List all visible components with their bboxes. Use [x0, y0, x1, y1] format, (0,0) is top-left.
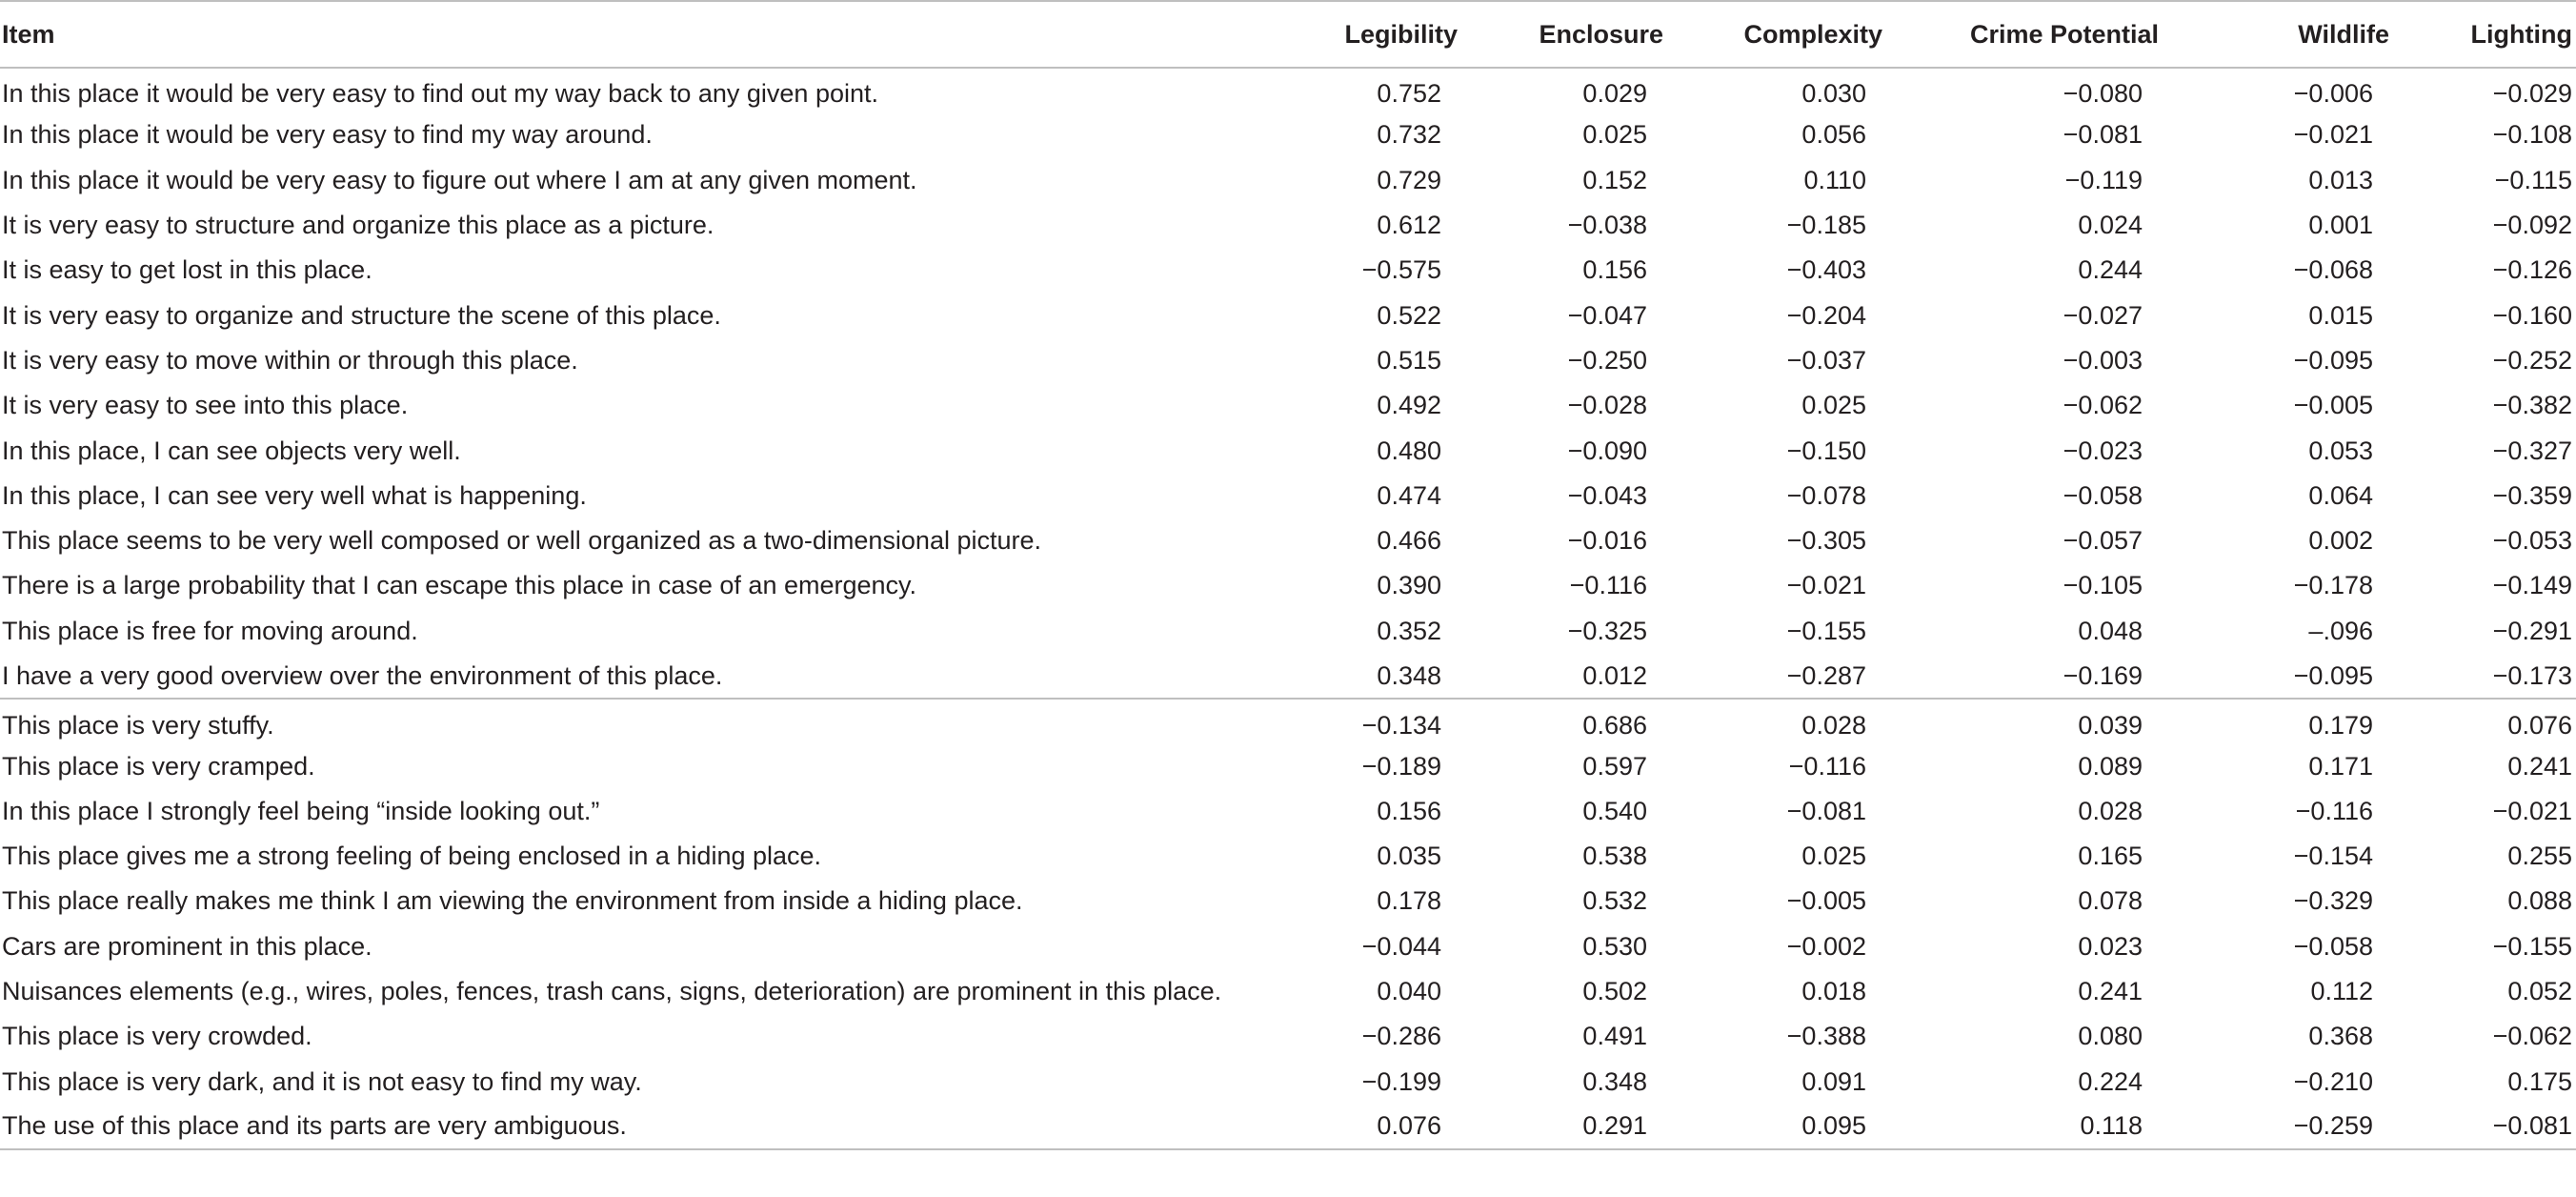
- loading-lighting: 0.088: [2507, 886, 2572, 916]
- loading-crime-potential: 0.023: [2078, 931, 2143, 961]
- loading-crime-potential: 0.048: [2078, 616, 2143, 645]
- loading-legibility: 0.732: [1377, 120, 1441, 150]
- loading-enclosure: 0.291: [1473, 1105, 1679, 1149]
- loading-enclosure: 0.540: [1582, 796, 1647, 825]
- loading-lighting: −0.173: [2405, 654, 2576, 699]
- header-item: Item: [0, 1, 1267, 68]
- loading-legibility: −0.286: [1361, 1022, 1441, 1051]
- table-row: [0, 924, 2576, 969]
- loading-complexity: −0.287: [1679, 654, 1898, 699]
- loading-complexity: −0.185: [1786, 211, 1866, 240]
- header-crime-potential: Crime Potential: [1898, 1, 2174, 68]
- loading-legibility: 0.515: [1377, 345, 1441, 375]
- table-row: [0, 789, 2576, 834]
- item-text: This place is very dark, and it is not easy to find my way.: [2, 1066, 642, 1096]
- loading-wildlife: 0.053: [2308, 436, 2373, 465]
- table-row: [0, 1014, 2576, 1059]
- table-row: [0, 112, 2576, 157]
- loading-crime-potential: 0.080: [2078, 1022, 2143, 1051]
- loading-wildlife: −0.210: [2293, 1066, 2373, 1096]
- loading-enclosure: −0.047: [1567, 300, 1647, 330]
- loading-complexity: 0.091: [1801, 1066, 1866, 1096]
- loading-lighting: −0.108: [2492, 120, 2572, 150]
- loading-wildlife: −0.058: [2293, 931, 2373, 961]
- table-row: [0, 563, 2576, 608]
- loading-legibility: 0.156: [1377, 796, 1441, 825]
- header-enclosure: Enclosure: [1473, 1, 1679, 68]
- item-text: This place is very cramped.: [2, 751, 315, 781]
- loading-lighting: 0.241: [2507, 751, 2572, 781]
- loading-lighting: −0.327: [2492, 436, 2572, 465]
- loading-complexity: −0.005: [1786, 886, 1866, 916]
- loading-legibility: 0.492: [1377, 391, 1441, 420]
- loading-legibility: −0.189: [1361, 751, 1441, 781]
- loading-enclosure: −0.043: [1567, 480, 1647, 510]
- loading-complexity: −0.021: [1786, 571, 1866, 600]
- loading-enclosure: 0.025: [1582, 120, 1647, 150]
- item-text: There is a large probability that I can escape this place in case of an emergency.: [2, 571, 917, 600]
- loading-wildlife: 0.015: [2308, 300, 2373, 330]
- item-text: In this place, I can see very well what is happening.: [2, 480, 587, 510]
- table-row: [0, 699, 2576, 743]
- item-text: In this place it would be very easy to figure out where I am at any given moment.: [2, 165, 917, 194]
- loading-crime-potential: 0.244: [2078, 255, 2143, 285]
- loading-wildlife: 0.171: [2308, 751, 2373, 781]
- header-row: [0, 1, 2576, 68]
- header-legibility: Legibility: [1267, 1, 1473, 68]
- loading-crime-potential: 0.039: [2078, 710, 2143, 740]
- loading-crime-potential: −0.062: [2063, 391, 2143, 420]
- loading-complexity: −0.388: [1786, 1022, 1866, 1051]
- loading-wildlife: −0.329: [2293, 886, 2373, 916]
- loading-legibility: 0.612: [1377, 211, 1441, 240]
- loading-lighting: −0.160: [2492, 300, 2572, 330]
- loading-crime-potential: 0.024: [2078, 211, 2143, 240]
- loading-enclosure: −0.016: [1567, 526, 1647, 556]
- header-complexity: Complexity: [1679, 1, 1898, 68]
- loading-wildlife: 0.001: [2308, 211, 2373, 240]
- item-text: This place is free for moving around.: [2, 616, 418, 645]
- table-header: [0, 1, 2576, 68]
- item-text: In this place, I can see objects very well.: [2, 436, 461, 465]
- loading-crime-potential: −0.057: [2063, 526, 2143, 556]
- loading-enclosure: −0.325: [1567, 616, 1647, 645]
- loading-lighting: 0.052: [2507, 977, 2572, 1006]
- item-text: It is very easy to see into this place.: [2, 391, 409, 420]
- item-text: Cars are prominent in this place.: [2, 931, 372, 961]
- loading-enclosure: 0.597: [1582, 751, 1647, 781]
- item-text: This place is very crowded.: [2, 1022, 312, 1051]
- loading-enclosure: 0.491: [1582, 1022, 1647, 1051]
- loading-lighting: −0.092: [2492, 211, 2572, 240]
- loading-enclosure: 0.156: [1582, 255, 1647, 285]
- loading-complexity: −0.116: [1788, 751, 1866, 781]
- loading-lighting: 0.255: [2507, 842, 2572, 871]
- loading-wildlife: −0.095: [2174, 654, 2405, 699]
- loading-complexity: −0.081: [1786, 796, 1866, 825]
- item-text: This place is very stuffy.: [2, 710, 274, 740]
- loading-crime-potential: 0.089: [2078, 751, 2143, 781]
- loading-wildlife: −0.259: [2174, 1105, 2405, 1149]
- loading-lighting: −0.149: [2492, 571, 2572, 600]
- loading-lighting: −0.021: [2492, 796, 2572, 825]
- loading-enclosure: 0.502: [1582, 977, 1647, 1006]
- loading-complexity: −0.155: [1786, 616, 1866, 645]
- table-row: [0, 338, 2576, 383]
- loading-crime-potential: 0.028: [2078, 796, 2143, 825]
- loading-lighting: −0.126: [2492, 255, 2572, 285]
- item-text: I have a very good overview over the environment of this place.: [0, 654, 1267, 699]
- loading-legibility: 0.076: [1267, 1105, 1473, 1149]
- item-text: This place gives me a strong feeling of being enclosed in a hiding place.: [2, 842, 822, 871]
- table-row: [0, 1105, 2576, 1149]
- loading-wildlife: −0.116: [2295, 796, 2373, 825]
- loading-complexity: −0.150: [1786, 436, 1866, 465]
- item-text: In this place it would be very easy to find my way around.: [2, 120, 653, 150]
- loading-crime-potential: 0.224: [2078, 1066, 2143, 1096]
- loading-complexity: 0.018: [1801, 977, 1866, 1006]
- loading-legibility: 0.466: [1377, 526, 1441, 556]
- loading-legibility: 0.480: [1377, 436, 1441, 465]
- loading-wildlife: 0.179: [2308, 710, 2373, 740]
- loading-crime-potential: 0.241: [2078, 977, 2143, 1006]
- table-row: [0, 609, 2576, 654]
- loading-legibility: 0.178: [1377, 886, 1441, 916]
- loading-legibility: −0.044: [1361, 931, 1441, 961]
- loading-complexity: −0.037: [1786, 345, 1866, 375]
- loading-wildlife: –.096: [2308, 616, 2373, 645]
- table-row: [0, 293, 2576, 337]
- loading-legibility: 0.348: [1267, 654, 1473, 699]
- item-text: The use of this place and its parts are very ambiguous.: [0, 1105, 1267, 1149]
- loading-legibility: 0.040: [1377, 977, 1441, 1006]
- loading-enclosure: 0.152: [1582, 165, 1647, 194]
- loading-wildlife: −0.178: [2293, 571, 2373, 600]
- loading-complexity: 0.025: [1801, 842, 1866, 871]
- table-row: [0, 969, 2576, 1014]
- loading-lighting: −0.252: [2492, 345, 2572, 375]
- header-wildlife: Wildlife: [2174, 1, 2405, 68]
- loading-lighting: −0.062: [2492, 1022, 2572, 1051]
- table-row: [0, 1060, 2576, 1105]
- loading-crime-potential: −0.058: [2063, 480, 2143, 510]
- loading-enclosure: −0.028: [1567, 391, 1647, 420]
- loading-legibility: 0.352: [1377, 616, 1441, 645]
- loading-legibility: 0.035: [1377, 842, 1441, 871]
- loading-enclosure: 0.029: [1582, 78, 1647, 108]
- loading-enclosure: −0.038: [1567, 211, 1647, 240]
- table-row: [0, 518, 2576, 563]
- loading-wildlife: −0.068: [2293, 255, 2373, 285]
- loading-lighting: −0.382: [2492, 391, 2572, 420]
- loading-complexity: −0.403: [1786, 255, 1866, 285]
- loading-complexity: −0.305: [1786, 526, 1866, 556]
- item-text: It is very easy to move within or through this place.: [2, 345, 578, 375]
- loading-lighting: −0.115: [2494, 165, 2572, 194]
- loading-wildlife: 0.002: [2308, 526, 2373, 556]
- loading-lighting: −0.155: [2492, 931, 2572, 961]
- loading-enclosure: 0.532: [1582, 886, 1647, 916]
- loading-legibility: −0.575: [1361, 255, 1441, 285]
- loading-complexity: 0.056: [1801, 120, 1866, 150]
- loading-crime-potential: −0.023: [2063, 436, 2143, 465]
- item-text: It is very easy to organize and structure the scene of this place.: [2, 300, 721, 330]
- loading-complexity: 0.095: [1679, 1105, 1898, 1149]
- loading-crime-potential: 0.078: [2078, 886, 2143, 916]
- loading-legibility: 0.390: [1377, 571, 1441, 600]
- loading-legibility: −0.134: [1361, 710, 1441, 740]
- loading-legibility: 0.752: [1377, 78, 1441, 108]
- loading-wildlife: −0.154: [2293, 842, 2373, 871]
- loading-enclosure: −0.250: [1567, 345, 1647, 375]
- table-row: [0, 474, 2576, 518]
- table-row: [0, 68, 2576, 112]
- loading-wildlife: −0.005: [2293, 391, 2373, 420]
- loading-lighting: 0.076: [2507, 710, 2572, 740]
- loading-crime-potential: −0.169: [1898, 654, 2174, 699]
- table-row: [0, 158, 2576, 203]
- loading-legibility: 0.522: [1377, 300, 1441, 330]
- loading-complexity: 0.028: [1801, 710, 1866, 740]
- loading-wildlife: 0.368: [2308, 1022, 2373, 1051]
- loading-complexity: 0.110: [1803, 165, 1866, 194]
- item-text: It is easy to get lost in this place.: [2, 255, 372, 285]
- table-row: [0, 248, 2576, 293]
- table-row: [0, 203, 2576, 248]
- loading-crime-potential: −0.119: [2064, 165, 2143, 194]
- item-text: It is very easy to structure and organize this place as a picture.: [2, 211, 714, 240]
- loading-enclosure: 0.686: [1582, 710, 1647, 740]
- table-row: [0, 654, 2576, 699]
- loading-crime-potential: −0.027: [2063, 300, 2143, 330]
- loading-enclosure: 0.348: [1582, 1066, 1647, 1096]
- loading-enclosure: −0.090: [1567, 436, 1647, 465]
- loading-enclosure: 0.012: [1473, 654, 1679, 699]
- loading-enclosure: 0.530: [1582, 931, 1647, 961]
- item-text: This place really makes me think I am viewing the environment from inside a hiding place.: [2, 886, 1023, 916]
- loading-wildlife: −0.006: [2293, 78, 2373, 108]
- loading-crime-potential: −0.003: [2063, 345, 2143, 375]
- item-text: In this place I strongly feel being “inside looking out.”: [2, 796, 600, 825]
- loading-complexity: 0.025: [1801, 391, 1866, 420]
- loading-wildlife: 0.112: [2310, 977, 2373, 1006]
- loading-enclosure: −0.116: [1569, 571, 1647, 600]
- loading-complexity: −0.002: [1786, 931, 1866, 961]
- loading-legibility: 0.729: [1377, 165, 1441, 194]
- loading-wildlife: 0.064: [2308, 480, 2373, 510]
- table-group-legibility: [0, 68, 2576, 699]
- table-row: [0, 743, 2576, 788]
- loading-lighting: −0.053: [2492, 526, 2572, 556]
- loading-crime-potential: −0.081: [2063, 120, 2143, 150]
- table-group-enclosure: [0, 699, 2576, 1149]
- loading-complexity: 0.030: [1801, 78, 1866, 108]
- loading-enclosure: 0.538: [1582, 842, 1647, 871]
- item-text: In this place it would be very easy to find out my way back to any given point.: [2, 78, 878, 108]
- table-row: [0, 834, 2576, 879]
- loading-lighting: −0.081: [2405, 1105, 2576, 1149]
- header-lighting: Lighting: [2405, 1, 2576, 68]
- loading-crime-potential: 0.165: [2078, 842, 2143, 871]
- loading-legibility: 0.474: [1377, 480, 1441, 510]
- loading-crime-potential: 0.118: [1898, 1105, 2174, 1149]
- table-row: [0, 428, 2576, 473]
- loading-lighting: −0.291: [2492, 616, 2572, 645]
- loading-crime-potential: −0.080: [2063, 78, 2143, 108]
- loading-wildlife: 0.013: [2308, 165, 2373, 194]
- loading-crime-potential: −0.105: [2063, 571, 2143, 600]
- loading-complexity: −0.204: [1786, 300, 1866, 330]
- table-row: [0, 383, 2576, 428]
- loading-wildlife: −0.095: [2293, 345, 2373, 375]
- loading-lighting: −0.029: [2492, 78, 2572, 108]
- loading-complexity: −0.078: [1786, 480, 1866, 510]
- loading-lighting: −0.359: [2492, 480, 2572, 510]
- loading-legibility: −0.199: [1361, 1066, 1441, 1096]
- loading-lighting: 0.175: [2507, 1066, 2572, 1096]
- item-text: Nuisances elements (e.g., wires, poles, fences, trash cans, signs, deterioration) are prominent in this place.: [2, 977, 1222, 1006]
- table-row: [0, 879, 2576, 923]
- item-text: This place seems to be very well composed or well organized as a two-dimensional picture.: [2, 526, 1042, 556]
- loading-wildlife: −0.021: [2293, 120, 2373, 150]
